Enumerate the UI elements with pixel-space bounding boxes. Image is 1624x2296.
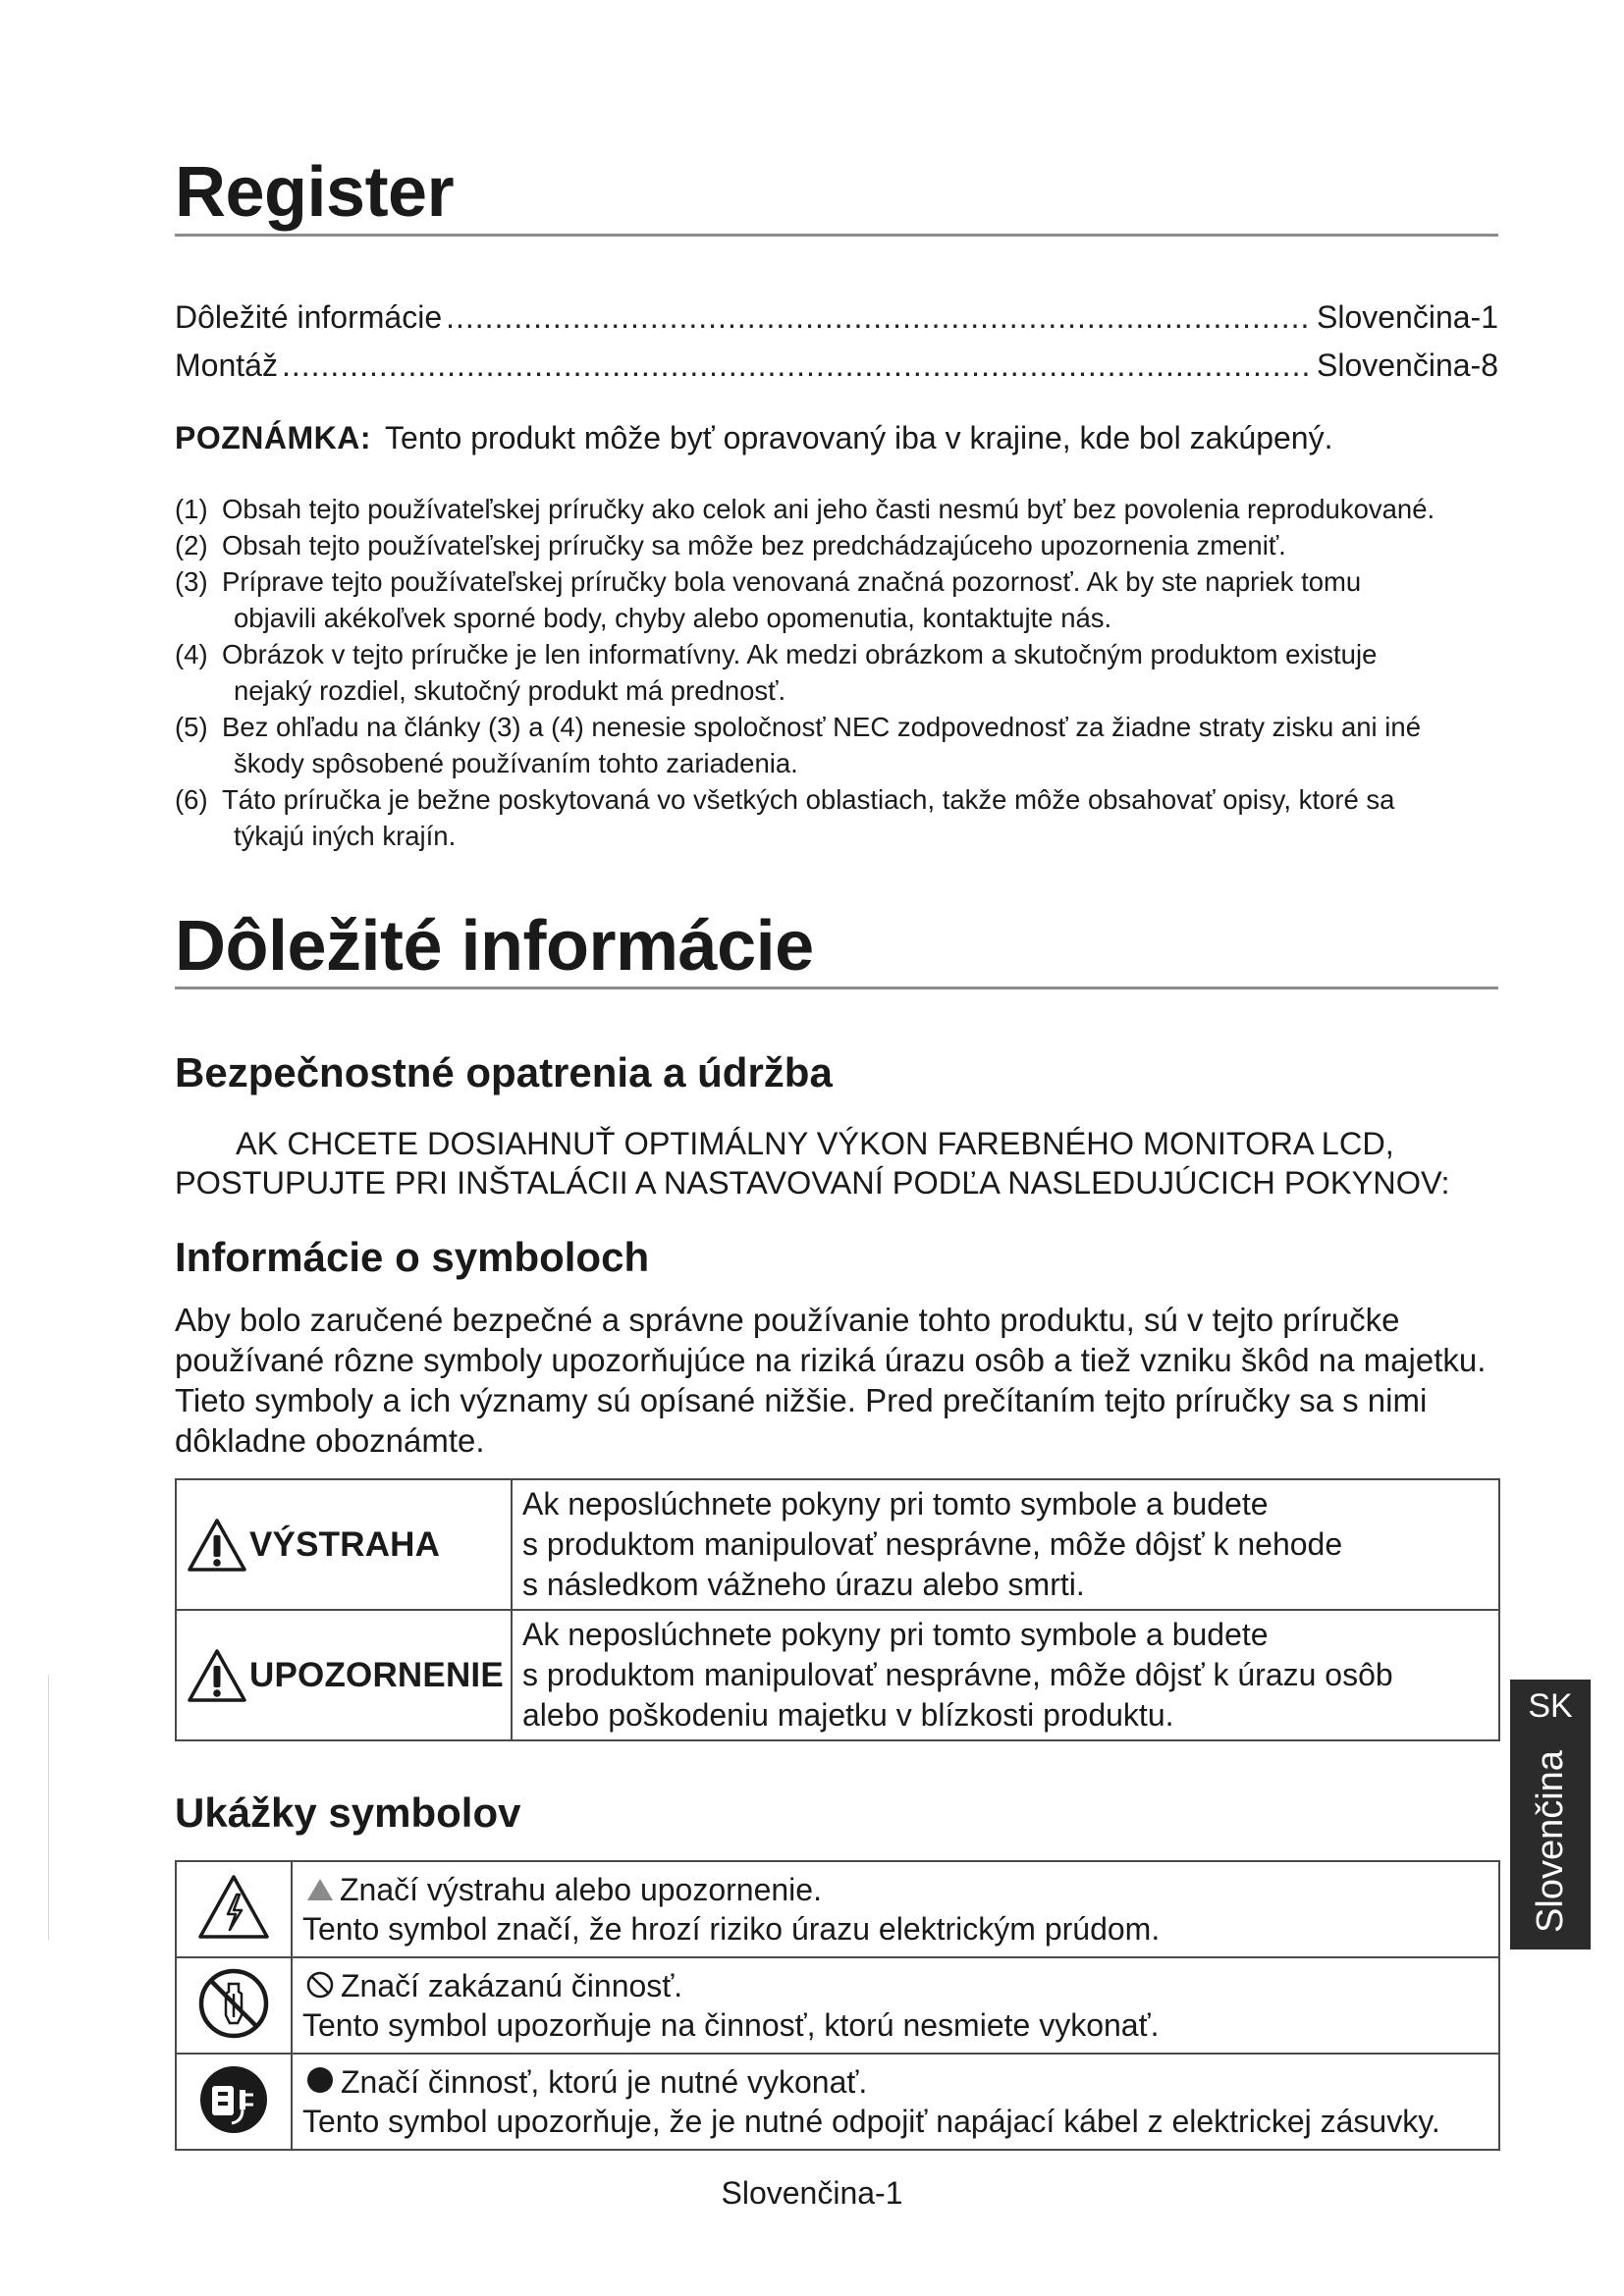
register-title: Register bbox=[175, 153, 455, 232]
warning-label: VÝSTRAHA bbox=[249, 1524, 441, 1564]
electric-shock-icon bbox=[196, 1873, 271, 1942]
language-code: SK bbox=[1528, 1687, 1573, 1725]
description-line: s následkom vážneho úrazu alebo smrti. bbox=[522, 1567, 1085, 1602]
symbol-description bbox=[512, 1610, 1499, 1740]
important-divider bbox=[175, 987, 1498, 989]
example-title: Značí výstrahu alebo upozornenie. bbox=[340, 1872, 822, 1907]
toc-leader bbox=[282, 349, 1313, 381]
warning-triangle-icon bbox=[187, 1648, 247, 1703]
description-line: s produktom manipulovať nesprávne, môže dôjsť k nehode bbox=[522, 1526, 1343, 1562]
table-row bbox=[176, 1610, 1499, 1740]
example-title: Značí zakázanú činnosť. bbox=[341, 1968, 683, 2003]
symbol-description bbox=[512, 1479, 1499, 1610]
table-row bbox=[176, 1861, 1499, 1957]
binding-margin-line bbox=[48, 1675, 49, 1940]
symbol-label-cell bbox=[176, 1479, 512, 1610]
toc-label: Dôležité informácie bbox=[175, 299, 443, 335]
note-label: POZNÁMKA: bbox=[175, 420, 372, 455]
notice-list bbox=[175, 491, 1498, 854]
description-line: Ak neposlúchnete pokyny pri tomto symbole a budete bbox=[522, 1486, 1269, 1522]
note-text: Tento produkt môže byť opravovaný iba v krajine, kde bol zakúpený. bbox=[385, 420, 1333, 455]
list-item-number: (2) bbox=[175, 530, 208, 561]
list-item bbox=[175, 709, 1498, 781]
list-item-continuation: týkajú iných krajín. bbox=[234, 821, 457, 851]
description-line: s produktom manipulovať nesprávne, môže dôjsť k úrazu osôb bbox=[522, 1657, 1393, 1692]
symbols-paragraph: Aby bolo zaručené bezpečné a správne používanie tohto produktu, sú v tejto príručke používané rôzne symboly upozorňujúce na riziká úrazu osôb a tiež vzniku škôd na majetku. Tieto symboly a ich významy sú opísané nižšie. Pred prečítaním tejto príručky sa s nimi dôkladne oboznámte. bbox=[175, 1302, 1487, 1459]
toc-row[interactable] bbox=[175, 349, 1498, 381]
list-item bbox=[175, 491, 1498, 527]
examples-table bbox=[175, 1860, 1500, 2151]
register-divider bbox=[175, 234, 1498, 237]
list-item-continuation: nejaký rozdiel, skutočný produkt má prednosť. bbox=[234, 675, 786, 706]
language-name: Slovenčina bbox=[1530, 1750, 1571, 1933]
safety-heading: Bezpečnostné opatrenia a údržba bbox=[175, 1049, 833, 1095]
list-item bbox=[175, 636, 1498, 709]
list-item bbox=[175, 563, 1498, 636]
symbol-label-cell bbox=[176, 1610, 512, 1740]
page-number: Slovenčina-1 bbox=[721, 2175, 903, 2211]
caution-label: UPOZORNENIE bbox=[249, 1655, 504, 1694]
list-item-text: Obrázok v tejto príručke je len informatívny. Ak medzi obrázkom a skutočným produktom existuje bbox=[222, 639, 1378, 669]
list-item-number: (1) bbox=[175, 494, 208, 524]
toc-label: Montáž bbox=[175, 347, 278, 383]
list-item-number: (4) bbox=[175, 639, 208, 669]
table-row bbox=[176, 1957, 1499, 2054]
list-item-text: Obsah tejto používateľskej príručky sa môže bez predchádzajúceho upozornenia zmeniť. bbox=[222, 530, 1286, 561]
list-item-number: (3) bbox=[175, 566, 208, 597]
list-item-continuation: škody spôsobené používaním tohto zariadenia. bbox=[234, 748, 798, 778]
prohibition-icon bbox=[305, 1970, 335, 2000]
description-line: Ak neposlúchnete pokyny pri tomto symbole a budete bbox=[522, 1617, 1269, 1652]
list-item-continuation: objavili akékoľvek sporné body, chyby alebo opomenutia, kontaktujte nás. bbox=[234, 603, 1112, 633]
safety-line: AK CHCETE DOSIAHNUŤ OPTIMÁLNY VÝKON FAREBNÉHO MONITORA LCD, bbox=[236, 1126, 1394, 1161]
examples-heading: Ukážky symbolov bbox=[175, 1789, 521, 1836]
list-item-text: Bez ohľadu na články (3) a (4) nenesie spoločnosť NEC zodpovednosť za žiadne straty zisku ani iné bbox=[222, 712, 1421, 742]
toc-page: Slovenčina-8 bbox=[1317, 347, 1498, 383]
example-description bbox=[292, 2054, 1499, 2150]
safety-instructions bbox=[175, 1124, 1510, 1202]
list-item-number: (6) bbox=[175, 784, 208, 815]
example-text: Tento symbol upozorňuje, že je nutné odpojiť napájací kábel z elektrickej zásuvky. bbox=[302, 2104, 1440, 2139]
description-line: alebo poškodeniu majetku v blízkosti produktu. bbox=[522, 1697, 1174, 1733]
black-circle-icon bbox=[305, 2065, 335, 2095]
no-disassembly-icon bbox=[196, 1966, 271, 2041]
example-title: Značí činnosť, ktorú je nutné vykonať. bbox=[341, 2064, 868, 2100]
example-icon-cell bbox=[176, 1957, 292, 2054]
example-text: Tento symbol upozorňuje na činnosť, ktorú nesmiete vykonať. bbox=[302, 2007, 1160, 2043]
note bbox=[175, 422, 1332, 454]
toc-leader bbox=[446, 301, 1313, 333]
table-row bbox=[176, 2054, 1499, 2150]
example-text: Tento symbol značí, že hrozí riziko úrazu elektrickým prúdom. bbox=[302, 1911, 1161, 1947]
toc-row[interactable] bbox=[175, 301, 1498, 333]
unplug-icon bbox=[196, 2062, 271, 2137]
toc-page: Slovenčina-1 bbox=[1317, 299, 1498, 335]
list-item-text: Táto príručka je bežne poskytovaná vo všetkých oblastiach, takže môže obsahovať opisy, ktoré sa bbox=[222, 784, 1395, 815]
symbols-heading: Informácie o symboloch bbox=[175, 1234, 650, 1280]
list-item-number: (5) bbox=[175, 712, 208, 742]
example-icon-cell bbox=[176, 2054, 292, 2150]
example-description bbox=[292, 1861, 1499, 1957]
example-icon-cell bbox=[176, 1861, 292, 1957]
symbol-table bbox=[175, 1478, 1500, 1741]
gray-triangle-icon bbox=[306, 1878, 334, 1901]
table-row bbox=[176, 1479, 1499, 1610]
warning-triangle-icon bbox=[187, 1518, 247, 1573]
important-title: Dôležité informácie bbox=[175, 907, 814, 986]
safety-line: POSTUPUJTE PRI INŠTALÁCII A NASTAVOVANÍ PODĽA NASLEDUJÚCICH POKYNOV: bbox=[175, 1165, 1450, 1201]
list-item bbox=[175, 781, 1498, 854]
language-tab bbox=[1510, 1680, 1591, 1949]
example-description bbox=[292, 1957, 1499, 2054]
list-item bbox=[175, 527, 1498, 563]
list-item-text: Obsah tejto používateľskej príručky ako celok ani jeho časti nesmú byť bez povolenia reprodukované. bbox=[222, 494, 1435, 524]
list-item-text: Príprave tejto používateľskej príručky bola venovaná značná pozornosť. Ak by ste napriek tomu bbox=[222, 566, 1362, 597]
